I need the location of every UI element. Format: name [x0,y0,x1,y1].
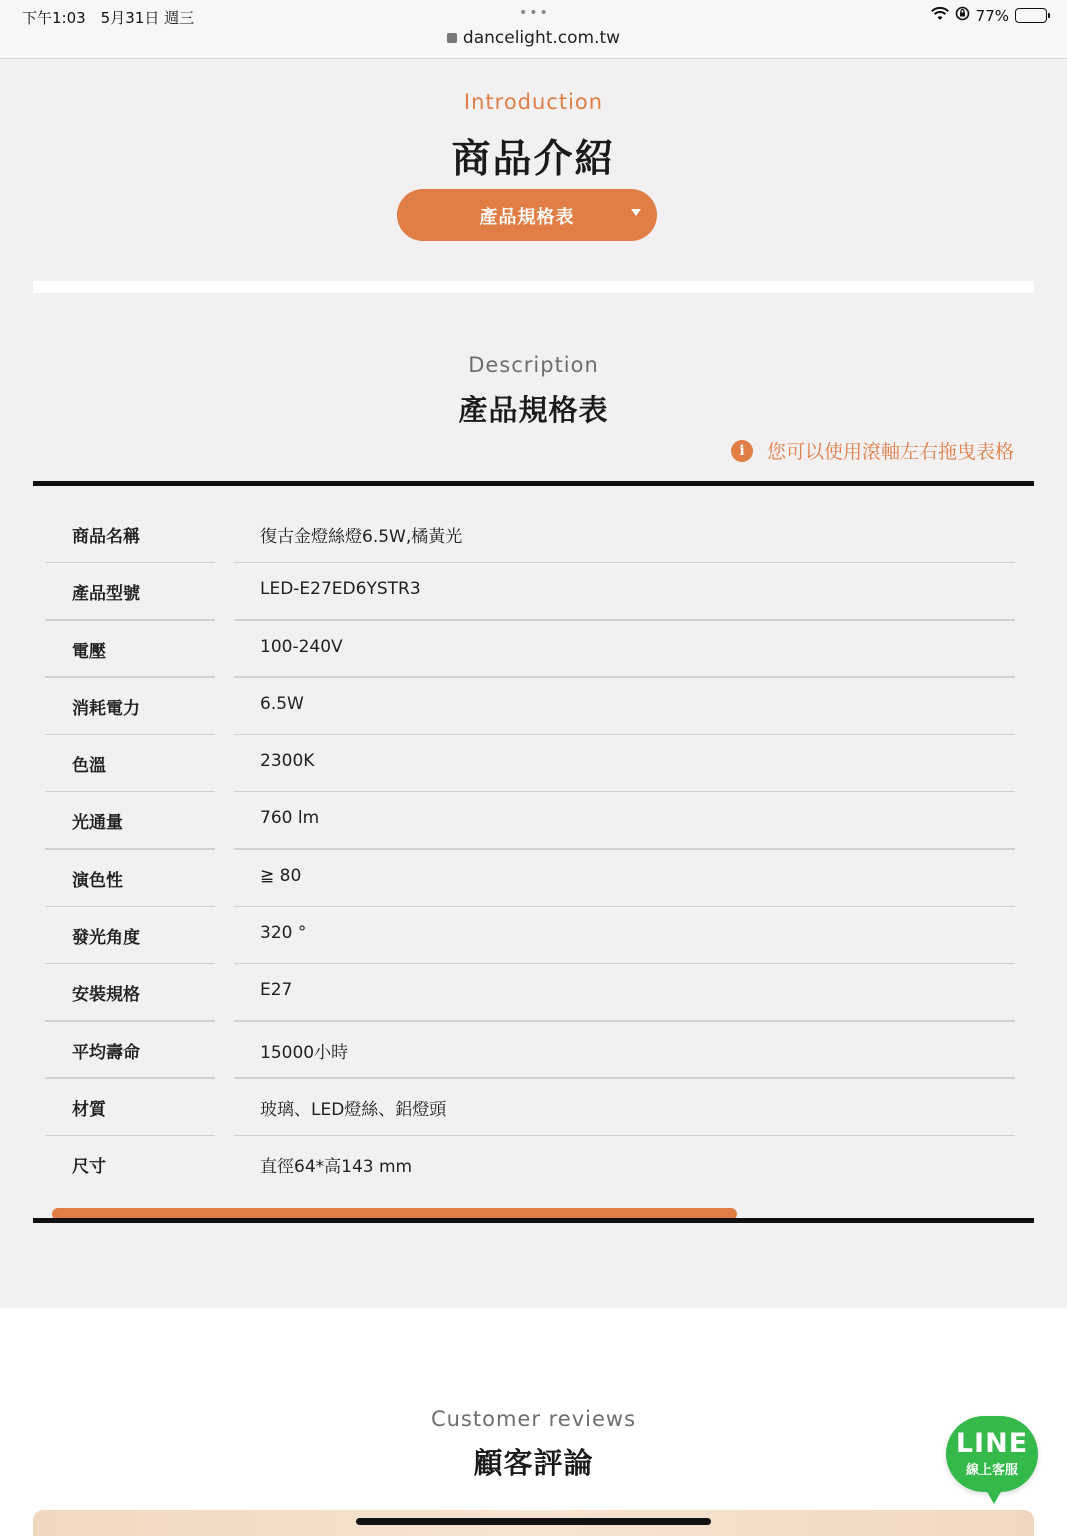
table-row [45,907,1015,964]
row-key: 安裝規格 [72,985,140,1006]
status-time: 下午1:03 5月31日 週三 [22,9,195,27]
browser-top-bar [0,0,1067,59]
row-key: 演色性 [72,870,123,891]
row-value: 760 lm [260,808,320,829]
url-text: dancelight.com.tw [462,28,621,48]
row-key: 產品型號 [72,584,140,605]
battery-icon [1015,8,1047,23]
row-value: 直徑64*高143 mm [260,1157,413,1178]
row-value: 復古金燈絲燈6.5W,橘黃光 [260,527,463,547]
section-divider [33,281,1034,293]
row-key: 商品名稱 [72,527,140,547]
table-row [45,506,1015,563]
line-caption: 線上客服 [965,1463,1018,1478]
row-key: 尺寸 [72,1157,106,1178]
description-title: 產品規格表 [458,393,609,427]
row-key: 消耗電力 [72,698,140,719]
row-key: 電壓 [72,641,106,662]
line-chat-button[interactable] [946,1416,1038,1492]
row-value: ≧ 80 [260,865,302,886]
table-row [45,735,1015,792]
row-value: 320 ° [260,923,307,944]
row-value: LED-E27ED6YSTR3 [260,579,421,600]
table-row [45,792,1015,849]
table-row [45,1079,1015,1136]
address-bar[interactable] [0,28,1067,48]
table-row [45,964,1015,1021]
row-key: 光通量 [72,813,123,834]
multitask-dots-icon[interactable]: ••• [519,5,550,21]
status-indicators [931,6,1047,25]
info-icon: i [731,440,753,462]
spec-dropdown[interactable] [397,189,657,241]
table-row [45,1136,1015,1193]
table-row [45,563,1015,620]
table-row [45,850,1015,907]
row-value: 2300K [260,751,315,772]
table-top-border [33,481,1034,486]
lock-icon [447,33,457,43]
description-subtitle: Description [468,353,599,377]
row-value: 15000小時 [260,1042,349,1063]
table-row [45,1022,1015,1079]
scroll-hint-text: 您可以使用滾軸左右拖曳表格 [766,441,1014,463]
table-row [45,621,1015,678]
row-key: 色溫 [72,756,106,777]
row-value: E27 [260,980,293,1001]
orientation-lock-icon [955,6,970,25]
reviews-title: 顧客評論 [473,1446,594,1480]
wifi-icon [931,7,949,25]
intro-title: 商品介紹 [451,137,616,182]
row-key: 發光角度 [72,928,140,949]
caret-down-icon [631,209,641,216]
reviews-subtitle: Customer reviews [430,1407,637,1431]
battery-percent: 77% [975,6,1009,25]
intro-subtitle: Introduction [463,90,604,114]
table-bottom-border [33,1218,1034,1223]
line-logo-text: LINE [955,1428,1029,1459]
row-value: 6.5W [260,693,304,714]
row-key: 材質 [72,1099,106,1120]
home-indicator[interactable] [356,1518,711,1525]
table-row [45,678,1015,735]
row-key: 平均壽命 [72,1042,140,1063]
spec-table [45,506,1015,1194]
row-value: 玻璃、LED燈絲、鋁燈頭 [260,1099,447,1120]
spec-dropdown-label: 產品規格表 [479,207,575,228]
row-value: 100-240V [260,636,343,657]
scroll-hint [731,437,1014,464]
